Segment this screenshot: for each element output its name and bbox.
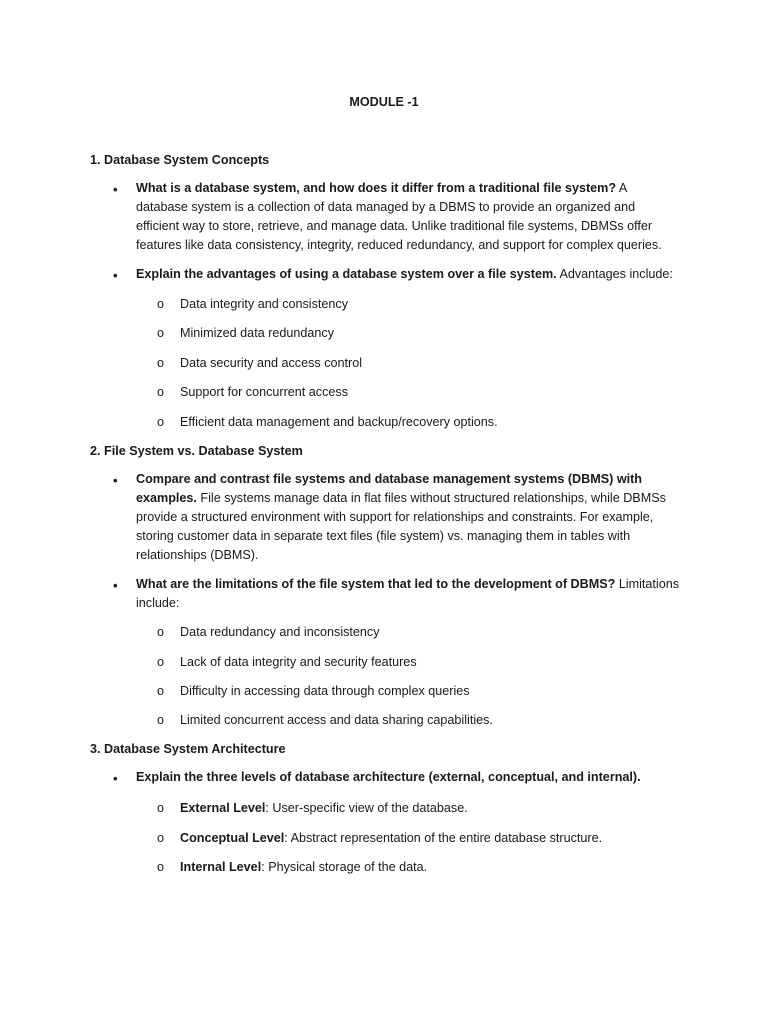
answer-text: File systems manage data in flat files without structured relationships, while DBMSs provide a structured environment with support for relationships and constraints. For example, storing customer data in separate text files (file system) vs. managing them in tables with relationships (DBMS). <box>136 491 666 562</box>
sub-item-text: Minimized data redundancy <box>180 326 335 340</box>
list-item <box>136 575 681 613</box>
sub-list-item <box>157 384 348 400</box>
sub-list-item <box>157 654 417 670</box>
sub-bullet-icon: o <box>157 356 165 370</box>
sub-item-text: Data redundancy and inconsistency <box>180 625 380 639</box>
sub-list-item <box>157 859 427 875</box>
section-heading: 2. File System vs. Database System <box>90 444 303 458</box>
sub-bullet-icon: o <box>157 326 165 340</box>
question-text: Explain the three levels of database architecture (external, conceptual, and internal). <box>136 770 641 784</box>
sub-item-text: Limited concurrent access and data sharing capabilities. <box>180 713 493 727</box>
sub-bullet-icon: o <box>157 625 165 639</box>
sub-bullet-icon: o <box>157 860 165 874</box>
sub-list-item <box>157 296 348 312</box>
section-heading: 3. Database System Architecture <box>90 742 286 756</box>
answer-text: Limitations include: <box>136 577 680 610</box>
term-text: Conceptual Level <box>180 831 285 845</box>
sub-list-item <box>157 800 468 816</box>
sub-list-item <box>157 355 362 371</box>
question-text: What is a database system, and how does it differ from a traditional file system? <box>136 181 617 195</box>
bullet-icon: • <box>113 473 118 488</box>
sub-bullet-icon: o <box>157 415 165 429</box>
sub-list-item <box>157 830 602 846</box>
sub-bullet-icon: o <box>157 655 165 669</box>
sub-bullet-icon: o <box>157 713 165 727</box>
bullet-icon: • <box>113 578 118 593</box>
sub-bullet-icon: o <box>157 297 165 311</box>
page-title: MODULE -1 <box>349 95 419 109</box>
bullet-icon: • <box>113 771 118 786</box>
sub-item-text: Lack of data integrity and security features <box>180 655 417 669</box>
sub-list-item <box>157 683 470 699</box>
question-text: What are the limitations of the file system that led to the development of DBMS? <box>136 577 616 591</box>
sub-bullet-icon: o <box>157 684 165 698</box>
sub-list-item <box>157 712 493 728</box>
list-item <box>136 470 681 565</box>
sub-item-text: Difficulty in accessing data through complex queries <box>180 684 470 698</box>
term-text: Internal Level <box>180 860 262 874</box>
sub-item-text: Efficient data management and backup/recovery options. <box>180 415 498 429</box>
question-text: Explain the advantages of using a database system over a file system. <box>136 267 557 281</box>
definition-text: : User-specific view of the database. <box>265 801 468 815</box>
section-heading: 1. Database System Concepts <box>90 153 270 167</box>
answer-text: Advantages include: <box>556 267 673 281</box>
sub-item-text: Support for concurrent access <box>180 385 348 399</box>
sub-item-text: Data security and access control <box>180 356 362 370</box>
bullet-icon: • <box>113 268 118 283</box>
sub-list-item <box>157 325 334 341</box>
sub-bullet-icon: o <box>157 801 165 815</box>
sub-bullet-icon: o <box>157 831 165 845</box>
sub-list-item <box>157 414 498 430</box>
definition-text: : Abstract representation of the entire database structure. <box>284 831 603 845</box>
list-item <box>136 768 681 787</box>
list-item <box>136 265 681 284</box>
sub-item-text: Data integrity and consistency <box>180 297 349 311</box>
question-text: Compare and contrast file systems and database management systems (DBMS) with examples. <box>136 472 642 505</box>
bullet-icon: • <box>113 182 118 197</box>
sub-list-item <box>157 624 380 640</box>
answer-text: A database system is a collection of data managed by a DBMS to provide an organized and efficient way to store, retrieve, and manage data. Unlike traditional file systems, DBMSs offer features like data consistency, integrity, reduced redundancy, and support for complex queries. <box>136 181 662 252</box>
sub-bullet-icon: o <box>157 385 165 399</box>
definition-text: : Physical storage of the data. <box>261 860 428 874</box>
list-item <box>136 179 681 255</box>
term-text: External Level <box>180 801 266 815</box>
